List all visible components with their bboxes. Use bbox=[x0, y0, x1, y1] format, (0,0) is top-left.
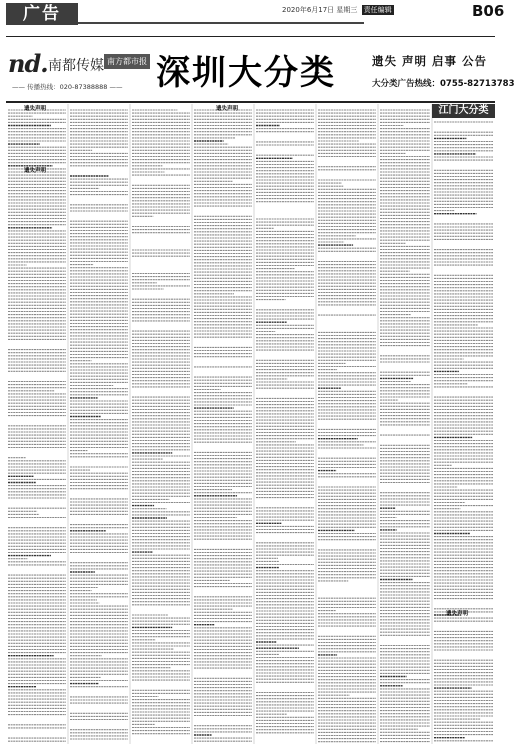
page-header bbox=[0, 0, 505, 26]
logo-mark: nd. bbox=[8, 49, 48, 78]
classified-text-texture bbox=[6, 104, 495, 744]
edition-label: 责任编辑 bbox=[363, 6, 392, 14]
logo-badge: 南方都市报 bbox=[104, 54, 150, 69]
header-rule bbox=[78, 22, 364, 24]
masthead bbox=[6, 36, 515, 103]
column-subhead: 遗失声明 bbox=[24, 168, 47, 174]
column-subhead: 遗失声明 bbox=[24, 106, 47, 112]
column-subhead: 遗失声明 bbox=[216, 106, 239, 112]
section-tag: 广告 bbox=[6, 3, 78, 25]
column-subhead: 遗失声明 bbox=[446, 611, 469, 617]
page-number: B06 bbox=[472, 2, 505, 20]
jiangmen-section-title: 江门大分类 bbox=[432, 104, 495, 118]
classified-columns bbox=[6, 104, 495, 744]
notice-types: 遗失 声明 启事 公告 bbox=[372, 54, 488, 68]
logo-name: 南都传媒 bbox=[48, 58, 104, 74]
issue-weekday: 星期三 bbox=[336, 6, 358, 14]
media-hotline: —— 传播热线：020-87388888 —— bbox=[12, 83, 123, 91]
issue-date: 2020年6月17日 bbox=[282, 6, 335, 14]
date-line bbox=[282, 5, 394, 15]
page-headline: 深圳大分类 bbox=[156, 53, 336, 93]
ad-hotline: 大分类广告热线：0755-82713783 bbox=[372, 79, 515, 89]
